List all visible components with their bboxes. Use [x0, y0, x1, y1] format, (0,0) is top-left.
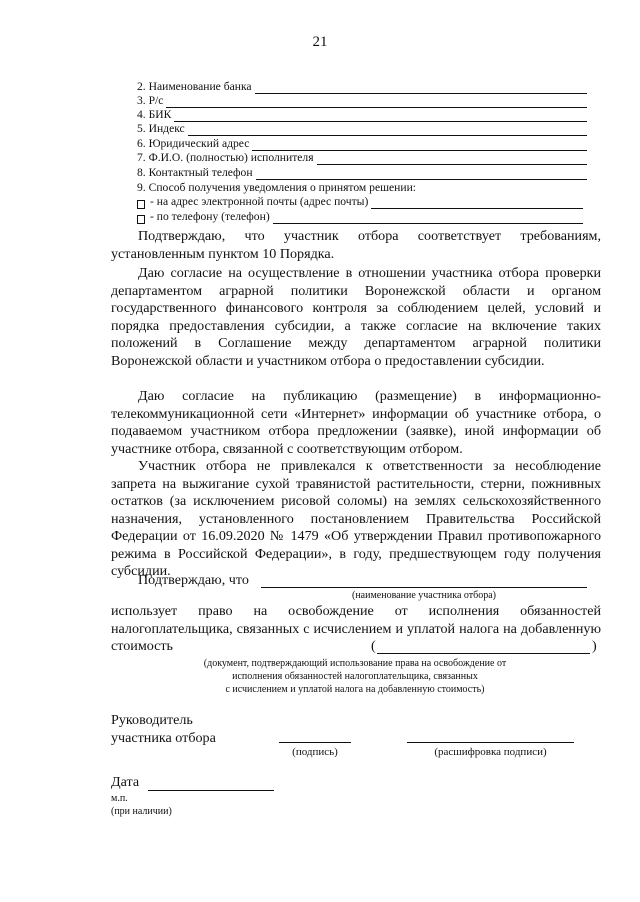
field-label: 7. Ф.И.О. (полностью) исполнителя	[137, 151, 314, 164]
confirm-that-label: Подтверждаю, что	[138, 572, 249, 588]
vat-doc-caption-3: с исчислением и уплатой налога на добавленную стоимость)	[225, 684, 485, 695]
signature-decode-line[interactable]	[407, 741, 574, 743]
signature-caption: (подпись)	[292, 746, 338, 758]
fill-line[interactable]	[188, 125, 587, 136]
notify-email-option[interactable]	[137, 195, 583, 209]
fill-line[interactable]	[273, 213, 583, 224]
index-field[interactable]	[137, 122, 587, 136]
fill-line[interactable]	[174, 111, 587, 122]
account-field[interactable]	[137, 94, 587, 108]
fill-line[interactable]	[255, 83, 587, 94]
email-checkbox[interactable]	[137, 200, 145, 209]
bank-name-field[interactable]	[137, 80, 587, 94]
participant-name-caption: (наименование участника отбора)	[352, 590, 496, 601]
contact-phone-field[interactable]	[137, 166, 587, 180]
vat-doc-caption-2: исполнения обязанностей налогоплательщика, связанных	[232, 671, 478, 682]
paragraph-vat-exemption: использует право на освобождение от исполнения обязанностей налогоплательщика, связанных с исчислением и уплатой налога на добавленную стоимость	[111, 603, 601, 654]
head-label-line1: Руководитель	[111, 712, 193, 728]
fill-line[interactable]	[371, 198, 583, 209]
fill-line[interactable]	[256, 169, 587, 180]
field-label: 5. Индекс	[137, 122, 185, 135]
executor-name-field[interactable]	[137, 151, 587, 165]
legal-address-field[interactable]	[137, 137, 587, 151]
participant-name-line[interactable]	[261, 586, 587, 588]
paragraph-consent-publication: Даю согласие на публикацию (размещение) в информационно-телекоммуникационной сети «Интернет» информации об участнике отбора, о подаваемом участником отбора предложении (заявке), иной информации об участнике отбора, связанной с соответствующим отбором.	[111, 388, 601, 457]
field-label: 4. БИК	[137, 108, 172, 121]
paren-close: )	[592, 638, 597, 654]
date-line[interactable]	[148, 789, 274, 791]
fill-line[interactable]	[166, 97, 587, 108]
field-label: 8. Контактный телефон	[137, 166, 253, 179]
notify-phone-option[interactable]	[137, 210, 583, 224]
field-label: 6. Юридический адрес	[137, 137, 250, 150]
notify-method-label: 9. Способ получения уведомления о принятом решении:	[137, 181, 416, 194]
phone-checkbox[interactable]	[137, 215, 145, 224]
bik-field[interactable]	[137, 108, 587, 122]
option-label: - на адрес электронной почты (адрес почты)	[150, 195, 369, 208]
date-label: Дата	[111, 774, 140, 790]
field-label: 2. Наименование банка	[137, 80, 252, 93]
stamp-note: (при наличии)	[111, 806, 172, 817]
fill-line[interactable]	[317, 154, 587, 165]
signature-line[interactable]	[279, 741, 351, 743]
field-label: 3. Р/с	[137, 94, 164, 107]
paragraph-consent-inspection: Даю согласие на осуществление в отношении участника отбора проверки департаментом аграрной политики Воронежской области и органом государственного финансового контроля за соблюдением целей, условий и порядка предоставления субсидии, а также согласие на включение таких положений в Соглашение между департаментом аграрной политики Воронежской области и участником отбора о предоставлении субсидии.	[111, 265, 601, 369]
paren-open: (	[371, 638, 376, 654]
signature-decode-caption: (расшифровка подписи)	[434, 746, 547, 758]
head-label-line2: участника отбора	[111, 730, 216, 746]
page-number: 21	[312, 34, 328, 50]
paragraph-confirm-requirements: Подтверждаю, что участник отбора соответствует требованиям, установленным пунктом 10 Порядка.	[111, 228, 601, 262]
vat-doc-caption-1: (документ, подтверждающий использование права на освобождение от	[203, 658, 507, 669]
option-label: - по телефону (телефон)	[150, 210, 270, 223]
fill-line[interactable]	[252, 140, 587, 151]
paragraph-no-liability: Участник отбора не привлекался к ответственности за несоблюдение запрета на выжигание сухой травянистой растительности, стерни, пожнивных остатков (за исключением рисовой соломы) на землях сельскохозяйственного назначения, установленного постановлением Правительства Российской Федерации от 16.09.2020 № 1479 «Об утверждении Правил противопожарного режима в Российской Федерации», в году, предшествующем году получения субсидии.	[111, 458, 601, 579]
vat-document-line[interactable]	[377, 652, 590, 654]
stamp-label: м.п.	[111, 793, 128, 804]
